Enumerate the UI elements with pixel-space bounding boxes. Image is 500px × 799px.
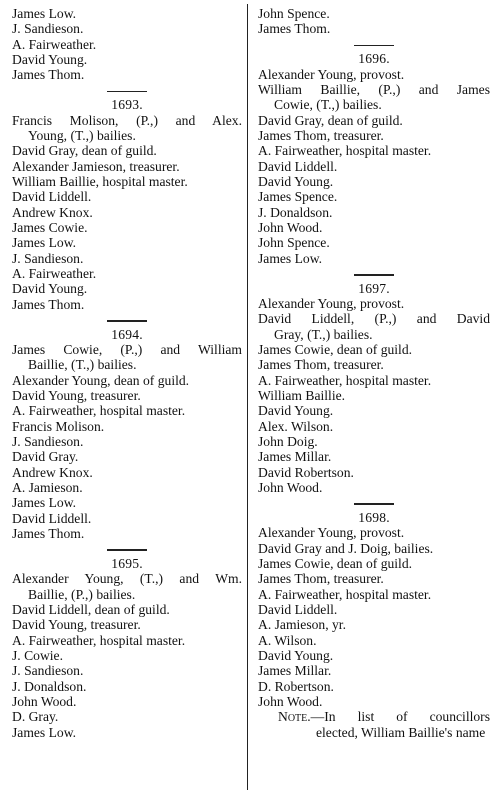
column-divider	[247, 4, 248, 790]
council-entry: J. Donaldson.	[258, 204, 333, 220]
council-entry: A. Fairweather.	[12, 36, 97, 52]
council-entry: David Liddell, dean of guild.	[12, 601, 170, 617]
council-entry: A. Fairweather, hospital master.	[12, 403, 186, 419]
footnote-line	[258, 709, 490, 724]
council-entry: Alexander Young, provost.	[258, 66, 405, 82]
council-entry: David Liddell.	[258, 601, 338, 617]
council-entry: J. Cowie.	[12, 647, 63, 663]
council-entry: David Young.	[258, 173, 334, 189]
section-rule	[107, 320, 147, 322]
council-entry: David Young, treasurer.	[12, 617, 141, 633]
council-entry: James Low.	[12, 724, 77, 740]
section-rule	[354, 45, 394, 47]
council-entry: James Thom.	[12, 67, 85, 83]
council-entry: James Thom.	[12, 526, 85, 541]
council-entry: A. Wilson.	[258, 632, 317, 648]
council-entry: James Thom.	[12, 296, 85, 312]
council-entry: D. Gray.	[12, 709, 59, 725]
council-entry: William Baillie, (P.,) and James	[258, 81, 490, 97]
council-entry: John Wood.	[12, 693, 77, 709]
council-entry: John Doig.	[258, 433, 318, 449]
council-entry: D. Robertson.	[258, 678, 334, 694]
council-entry: James Thom.	[258, 21, 331, 37]
council-entry: James Cowie, (P.,) and William	[12, 341, 242, 357]
council-entry: J. Donaldson.	[12, 678, 87, 694]
council-entry: James Thom, treasurer.	[258, 571, 384, 587]
council-entry: A. Fairweather, hospital master.	[258, 372, 432, 388]
council-entry: A. Fairweather, hospital master.	[258, 143, 432, 159]
council-entry: Francis Molison, (P.,) and Alex.	[12, 112, 242, 128]
council-entry: David Gray and J. Doig, bailies.	[258, 540, 434, 556]
council-entry: Francis Molison.	[12, 418, 105, 434]
council-entry: James Cowie.	[12, 219, 88, 235]
year-heading: 1694.	[111, 326, 143, 342]
section-rule	[107, 549, 147, 551]
council-entry: Alexander Young, (T.,) and Wm.	[12, 571, 242, 587]
council-entry: John Spence.	[258, 6, 330, 21]
year-heading: 1698.	[358, 509, 390, 525]
right-column	[258, 6, 490, 740]
section-rule	[354, 274, 394, 276]
council-entry: David Young.	[12, 52, 88, 68]
council-entry: James Low.	[258, 250, 323, 266]
council-entry: David Robertson.	[258, 464, 354, 480]
council-entry: James Millar.	[258, 663, 332, 679]
entry-continuation: Young, (T.,) bailies.	[28, 127, 136, 143]
note-text: —In list of councillors	[310, 709, 490, 725]
year-heading: 1695.	[111, 555, 143, 571]
council-entry: David Liddell.	[258, 158, 338, 174]
council-entry: A. Jamieson, yr.	[258, 617, 346, 633]
council-entry: James Low.	[12, 235, 77, 251]
council-entry: John Wood.	[258, 219, 323, 235]
council-entry: John Wood.	[258, 479, 323, 495]
council-entry: Alexander Young, dean of guild.	[12, 372, 190, 388]
footnote-line: elected, William Baillie's name	[316, 724, 486, 740]
council-entry: David Young.	[258, 647, 334, 663]
section-rule	[107, 91, 147, 93]
council-entry: Andrew Knox.	[12, 464, 93, 480]
council-entry: William Baillie.	[258, 387, 346, 403]
left-column	[12, 6, 242, 740]
council-entry: James Spence.	[258, 189, 338, 205]
council-entry: Alex. Wilson.	[258, 418, 334, 434]
entry-continuation: Baillie, (P.,) bailies.	[28, 586, 136, 602]
council-entry: John Spence.	[258, 235, 330, 251]
council-entry: David Liddell, (P.,) and David	[258, 311, 490, 327]
council-entry: James Low.	[12, 495, 77, 511]
council-entry: James Thom, treasurer.	[258, 357, 384, 373]
council-entry: David Gray, dean of guild.	[12, 143, 157, 159]
council-entry: David Young.	[12, 281, 88, 297]
council-entry: David Gray.	[12, 449, 79, 465]
year-heading: 1693.	[111, 97, 143, 113]
council-entry: A. Fairweather, hospital master.	[12, 632, 186, 648]
council-entry: A. Jamieson.	[12, 479, 83, 495]
council-entry: Alexander Young, provost.	[258, 295, 405, 311]
note-label: Note.	[278, 709, 311, 725]
council-entry: J. Sandieson.	[12, 663, 84, 679]
council-entry: A. Fairweather.	[12, 266, 97, 281]
council-entry: J. Sandieson.	[12, 433, 84, 449]
council-entry: James Millar.	[258, 449, 332, 465]
section-rule	[354, 503, 394, 505]
council-entry: James Cowie, dean of guild.	[258, 341, 413, 357]
council-entry: Andrew Knox.	[12, 204, 93, 220]
council-entry: William Baillie, hospital master.	[12, 173, 188, 189]
entry-continuation: Gray, (T.,) bailies.	[274, 326, 373, 342]
entry-continuation: Baillie, (T.,) bailies.	[28, 357, 137, 373]
council-entry: Alexander Jamieson, treasurer.	[12, 158, 180, 174]
council-entry: James Low.	[12, 6, 77, 21]
council-entry: David Young, treasurer.	[12, 387, 141, 403]
council-entry: David Gray, dean of guild.	[258, 112, 403, 128]
council-entry: David Liddell.	[12, 510, 92, 526]
year-heading: 1696.	[358, 51, 390, 67]
council-entry: David Liddell.	[12, 189, 92, 205]
council-entry: James Thom, treasurer.	[258, 127, 384, 143]
council-entry: J. Sandieson.	[12, 250, 84, 266]
council-entry: James Cowie, dean of guild.	[258, 555, 413, 571]
council-entry: J. Sandieson.	[12, 21, 84, 37]
council-entry: A. Fairweather, hospital master.	[258, 586, 432, 602]
council-entry: David Young.	[258, 403, 334, 419]
year-heading: 1697.	[358, 280, 390, 296]
council-entry: Alexander Young, provost.	[258, 525, 405, 541]
council-entry: John Wood.	[258, 693, 323, 709]
entry-continuation: Cowie, (T.,) bailies.	[274, 97, 382, 113]
